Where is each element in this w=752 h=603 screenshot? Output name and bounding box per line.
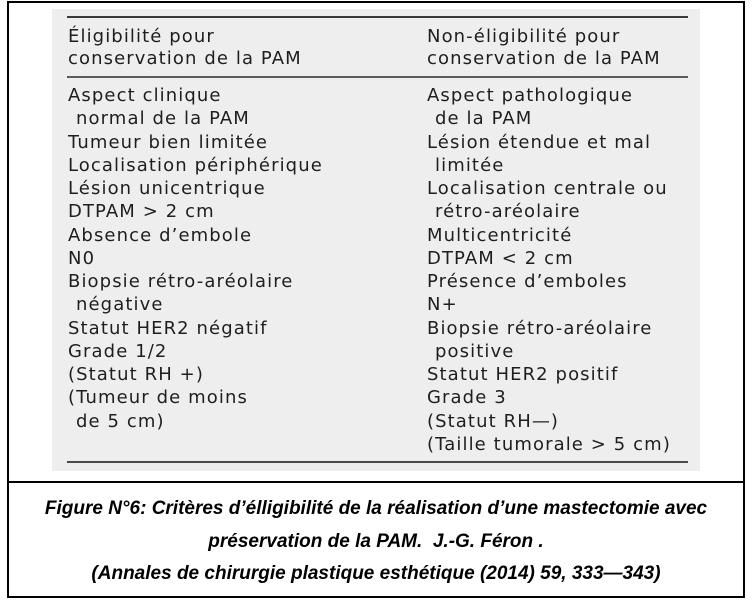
- list-item: [427, 410, 671, 433]
- list-item-line: de la PAM: [435, 108, 533, 130]
- list-item-line: DTPAM > 2 cm: [68, 201, 215, 223]
- list-item-line: Grade 3: [427, 387, 507, 409]
- list-item: [427, 131, 671, 178]
- list-item-line: Biopsie rétro-aréolaire: [68, 271, 294, 292]
- caption-line: (Annales de chirurgie plastique esthétique (2014) 59, 333—343): [91, 563, 661, 584]
- header-line: Éligibilité pour: [68, 26, 215, 47]
- list-item-line: Absence d’embole: [68, 224, 253, 246]
- list-item: [68, 131, 323, 154]
- list-item-line: positive: [435, 340, 515, 362]
- caption-divider: [7, 481, 745, 483]
- caption-line: Figure N°6: Critères d’élligibilité de la réalisation d’une mastectomie avec: [44, 498, 708, 519]
- header-line: conservation de la PAM: [427, 48, 661, 69]
- table-header-cell-non-eligibility: [427, 26, 661, 70]
- figure-caption: [9, 493, 743, 591]
- list-item-line: N+: [427, 294, 458, 316]
- list-item: [427, 293, 671, 316]
- list-item-line: Statut HER2 négatif: [68, 317, 268, 339]
- list-item-line: (Tumeur de moins: [68, 387, 248, 409]
- list-item-line: Lésion étendue et mal: [427, 131, 652, 153]
- caption-line: préservation de la PAM. J.-G. Féron .: [208, 530, 544, 552]
- list-item: [427, 363, 671, 386]
- list-item: [68, 200, 323, 223]
- list-item-line: rétro-aréolaire: [435, 201, 581, 223]
- list-item: [427, 317, 671, 364]
- list-item-line: Localisation centrale ou: [427, 178, 668, 199]
- table-top-rule: [67, 16, 688, 18]
- list-item-line: (Statut RH—): [427, 410, 560, 432]
- list-item-line: Tumeur bien limitée: [68, 131, 269, 153]
- list-item: [68, 247, 323, 270]
- list-item: [427, 270, 671, 293]
- list-item-line: Présence d’emboles: [427, 271, 628, 292]
- list-item: [68, 224, 323, 247]
- list-item-line: Statut HER2 positif: [427, 364, 619, 385]
- list-item-line: Multicentricité: [427, 224, 573, 246]
- eligibility-criteria-column: [68, 84, 323, 433]
- list-item: [427, 224, 671, 247]
- list-item: [427, 386, 671, 409]
- list-item: [68, 317, 323, 340]
- list-item-line: Biopsie rétro-aréolaire: [427, 317, 653, 339]
- non-eligibility-criteria-column: [427, 84, 671, 456]
- list-item: [68, 270, 323, 317]
- list-item-line: Grade 1/2: [68, 340, 168, 362]
- header-line: conservation de la PAM: [68, 48, 302, 69]
- list-item: [427, 247, 671, 270]
- table-bottom-rule: [67, 461, 688, 463]
- list-item-line: (Statut RH +): [68, 364, 204, 385]
- list-item-line: de 5 cm): [76, 410, 165, 432]
- list-item: [427, 84, 671, 131]
- list-item-line: normal de la PAM: [76, 108, 250, 130]
- list-item: [68, 84, 323, 131]
- list-item-line: Aspect clinique: [68, 85, 222, 106]
- list-item-line: limitée: [435, 154, 505, 176]
- table-header-rule: [67, 76, 688, 78]
- list-item-line: négative: [76, 294, 164, 316]
- header-line: Non-éligibilité pour: [427, 26, 621, 47]
- list-item: [427, 433, 671, 456]
- list-item-line: DTPAM < 2 cm: [427, 247, 574, 269]
- list-item: [68, 340, 323, 363]
- list-item: [68, 363, 323, 386]
- table-header-cell-eligibility: [68, 26, 302, 70]
- list-item-line: Lésion unicentrique: [68, 178, 266, 199]
- list-item: [68, 386, 323, 433]
- list-item: [68, 154, 323, 177]
- criteria-table: [52, 9, 700, 471]
- list-item-line: Localisation périphérique: [68, 154, 323, 176]
- list-item-line: (Taille tumorale > 5 cm): [427, 433, 671, 455]
- list-item-line: Aspect pathologique: [427, 85, 634, 106]
- list-item: [427, 177, 671, 224]
- list-item: [68, 177, 323, 200]
- list-item-line: N0: [68, 247, 96, 269]
